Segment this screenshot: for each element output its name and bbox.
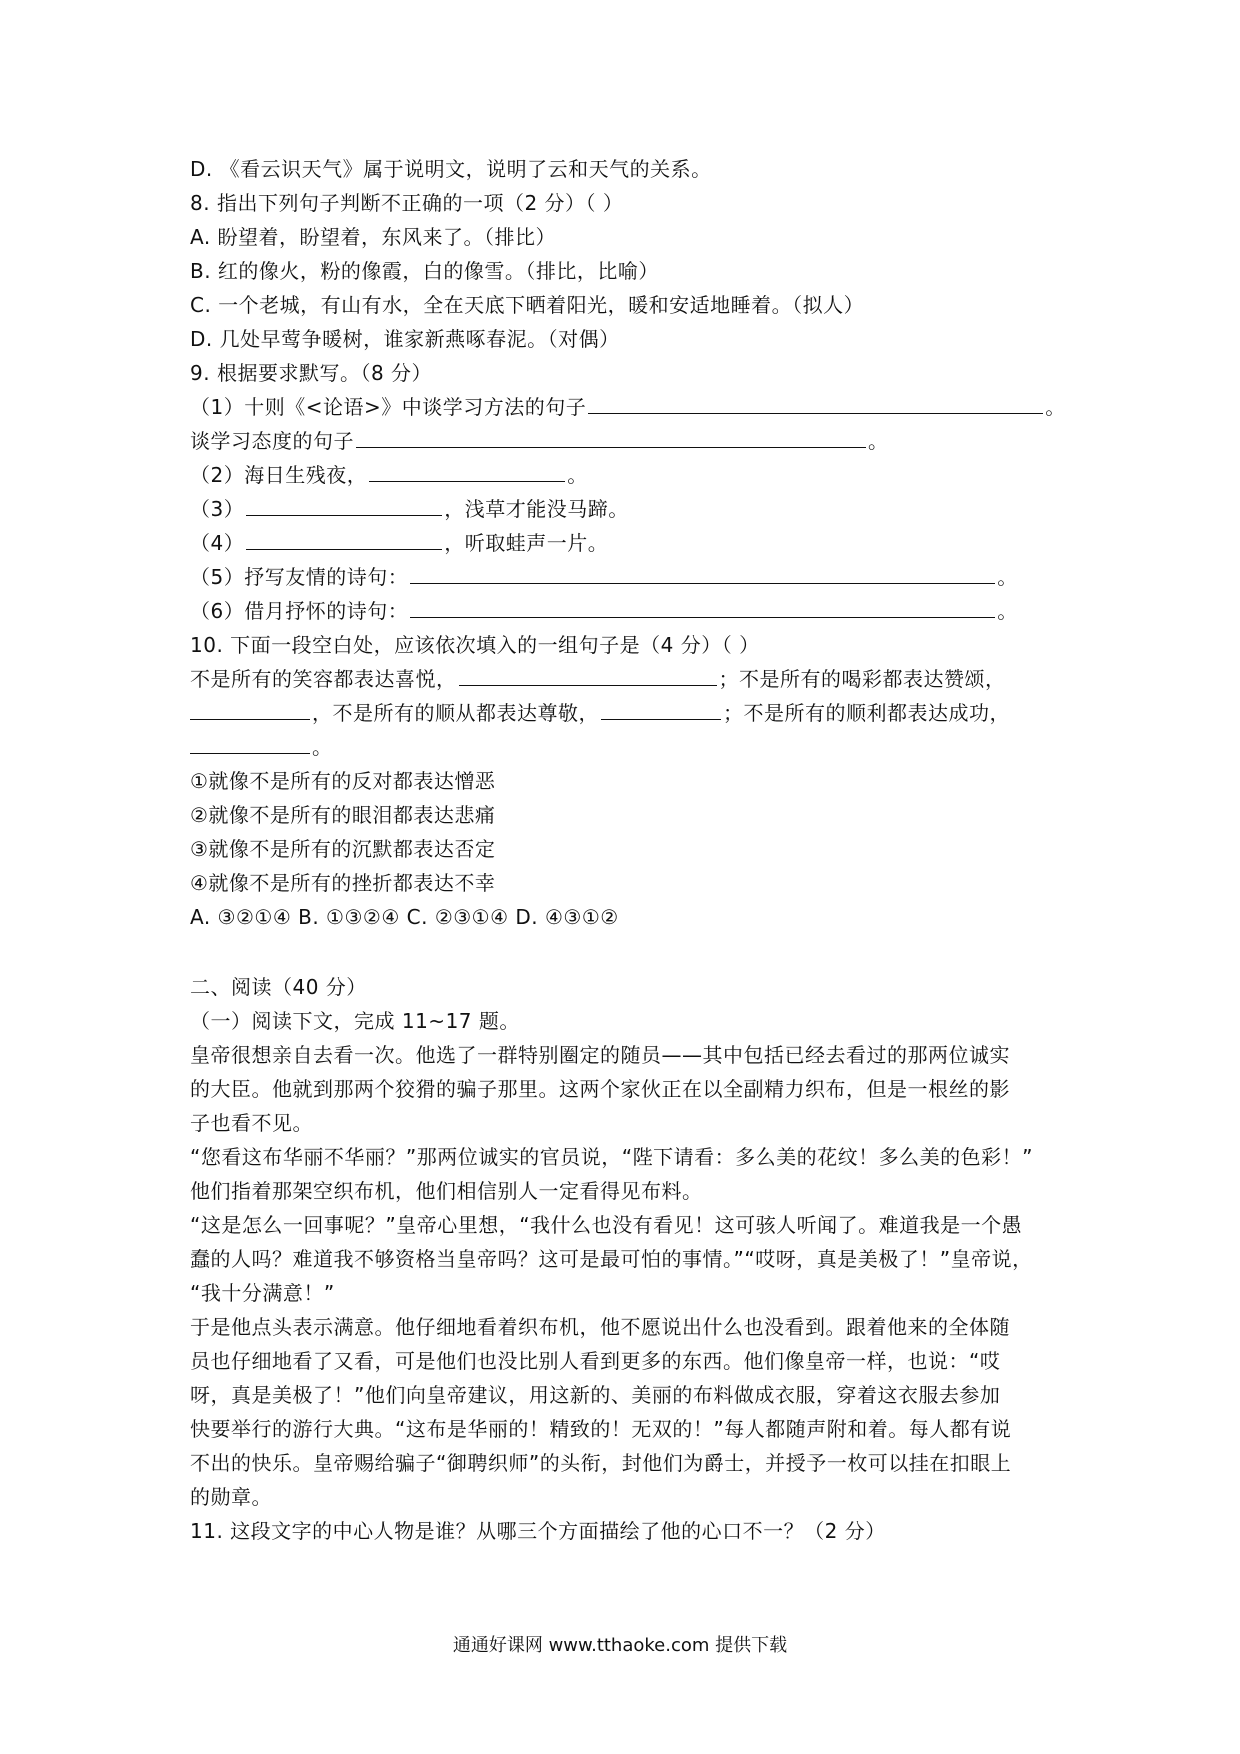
passage-line: 于是他点头表示满意。他仔细地看着织布机，他不愿说出什么也没看到。跟着他来的全体随 — [190, 1315, 1010, 1339]
q10-choice-2: ②就像不是所有的眼泪都表达悲痛 — [190, 803, 496, 827]
q9-item-5-prompt: （5）抒写友情的诗句： — [190, 565, 409, 589]
q9-item-2-prompt: （2）海日生残夜， — [190, 463, 368, 487]
answer-blank[interactable] — [356, 425, 866, 448]
question-8: 8. 指出下列句子判断不正确的一项（2 分）（ ） — [190, 191, 624, 215]
q9-item-3-prompt: （3） — [190, 497, 245, 521]
passage-line: 子也看不见。 — [190, 1111, 313, 1135]
passage-line: 员也仔细地看了又看，可是他们也没比别人看到更多的东西。他们像皇帝一样，也说：“哎 — [190, 1349, 1001, 1373]
reading-instruction: （一）阅读下文，完成 11~17 题。 — [190, 1009, 520, 1033]
passage-line: 不出的快乐。皇帝赐给骗子“御聘织师”的头衔，封他们为爵士，并授予一枚可以挂在扣眼上 — [190, 1451, 1012, 1475]
q9-item-6 — [190, 594, 1018, 628]
option-b: B. 红的像火，粉的像霞，白的像雪。（排比，比喻） — [190, 259, 659, 283]
q10-passage-2a: ，不是所有的顺从都表达尊敬， — [312, 701, 599, 725]
option-c: C. 一个老城，有山有水，全在天底下晒着阳光，暖和安适地睡着。（拟人） — [190, 293, 865, 317]
q9-item-4 — [190, 526, 608, 560]
answer-blank[interactable] — [190, 697, 310, 720]
passage-line: “这是怎么一回事呢？”皇帝心里想，“我什么也没有看见！这可骇人听闻了。难道我是一个愚 — [190, 1213, 1023, 1237]
answer-blank[interactable] — [410, 595, 995, 618]
q10-passage-1 — [190, 662, 1006, 696]
passage-line: “我十分满意！” — [190, 1281, 335, 1305]
option-d: D. 几处早莺争暖树，谁家新燕啄春泥。（对偶） — [190, 327, 620, 351]
q10-choice-4: ④就像不是所有的挫折都表达不幸 — [190, 871, 496, 895]
q9-item-2-end: 。 — [567, 463, 588, 487]
passage-line: “您看这布华丽不华丽？”那两位诚实的官员说，“陛下请看：多么美的花纹！多么美的色彩！” — [190, 1145, 1033, 1169]
passage-line: 呀，真是美极了！”他们向皇帝建议，用这新的、美丽的布料做成衣服，穿着这衣服去参加 — [190, 1383, 1001, 1407]
option-a: A. 盼望着，盼望着，东风来了。（排比） — [190, 225, 557, 249]
question-9: 9. 根据要求默写。（8 分） — [190, 361, 433, 385]
q10-passage-2b: ；不是所有的顺利都表达成功， — [723, 701, 1010, 725]
q10-passage-1b: ；不是所有的喝彩都表达赞颂， — [718, 667, 1006, 691]
q9-item-3 — [190, 492, 629, 526]
passage-line: 蠢的人吗？难道我不够资格当皇帝吗？这可是最可怕的事情。”“哎呀，真是美极了！”皇帝说， — [190, 1247, 1033, 1271]
q9-item-1-cont-end: 。 — [868, 429, 889, 453]
q9-item-6-end: 。 — [997, 599, 1018, 623]
q9-item-6-prompt: （6）借月抒怀的诗句： — [190, 599, 409, 623]
answer-blank[interactable] — [601, 697, 721, 720]
q9-item-2 — [190, 458, 588, 492]
q10-passage-3 — [190, 730, 333, 764]
answer-blank[interactable] — [246, 493, 442, 516]
answer-blank[interactable] — [369, 459, 565, 482]
q9-item-4-prompt: （4） — [190, 531, 245, 555]
q9-item-5 — [190, 560, 1018, 594]
footer-credit: 通通好课网 www.tthaoke.com 提供下载 — [452, 1635, 788, 1656]
q9-item-1-cont — [190, 424, 889, 458]
q10-passage-2 — [190, 696, 1010, 730]
passage-line: 皇帝很想亲自去看一次。他选了一群特别圈定的随员——其中包括已经去看过的那两位诚实 — [190, 1043, 1010, 1067]
q9-item-4-end: ，听取蛙声一片。 — [444, 531, 609, 555]
q10-passage-1a: 不是所有的笑容都表达喜悦， — [190, 667, 457, 691]
option-d-line: D. 《看云识天气》属于说明文，说明了云和天气的关系。 — [190, 157, 712, 181]
q9-item-3-end: ，浅草才能没马蹄。 — [444, 497, 629, 521]
q10-choice-3: ③就像不是所有的沉默都表达否定 — [190, 837, 496, 861]
answer-blank[interactable] — [246, 527, 442, 550]
q10-choice-1: ①就像不是所有的反对都表达憎恶 — [190, 769, 496, 793]
q10-options: A. ③②①④ B. ①③②④ C. ②③①④ D. ④③①② — [190, 905, 619, 929]
question-10: 10. 下面一段空白处，应该依次填入的一组句子是（4 分）（ ） — [190, 633, 760, 657]
q9-item-1-prompt: （1）十则《<论语>》中谈学习方法的句子 — [190, 395, 587, 419]
q9-item-1-cont-prompt: 谈学习态度的句子 — [190, 429, 354, 453]
passage-line: 快要举行的游行大典。“这布是华丽的！精致的！无双的！”每人都随声附和着。每人都有说 — [190, 1417, 1012, 1441]
q9-item-1 — [190, 390, 1066, 424]
q10-passage-3-end: 。 — [312, 735, 333, 759]
q9-item-5-end: 。 — [997, 565, 1018, 589]
section-heading: 二、阅读（40 分） — [190, 975, 367, 999]
answer-blank[interactable] — [459, 663, 717, 686]
passage-line: 他们指着那架空织布机，他们相信别人一定看得见布料。 — [190, 1179, 703, 1203]
q9-item-1-end: 。 — [1045, 395, 1066, 419]
passage-line: 的大臣。他就到那两个狡猾的骗子那里。这两个家伙正在以全副精力织布，但是一根丝的影 — [190, 1077, 1010, 1101]
question-11: 11. 这段文字的中心人物是谁？从哪三个方面描绘了他的心口不一？（2 分） — [190, 1519, 886, 1543]
answer-blank[interactable] — [588, 391, 1043, 414]
passage-line: 的勋章。 — [190, 1485, 272, 1509]
answer-blank[interactable] — [190, 731, 310, 754]
answer-blank[interactable] — [410, 561, 995, 584]
